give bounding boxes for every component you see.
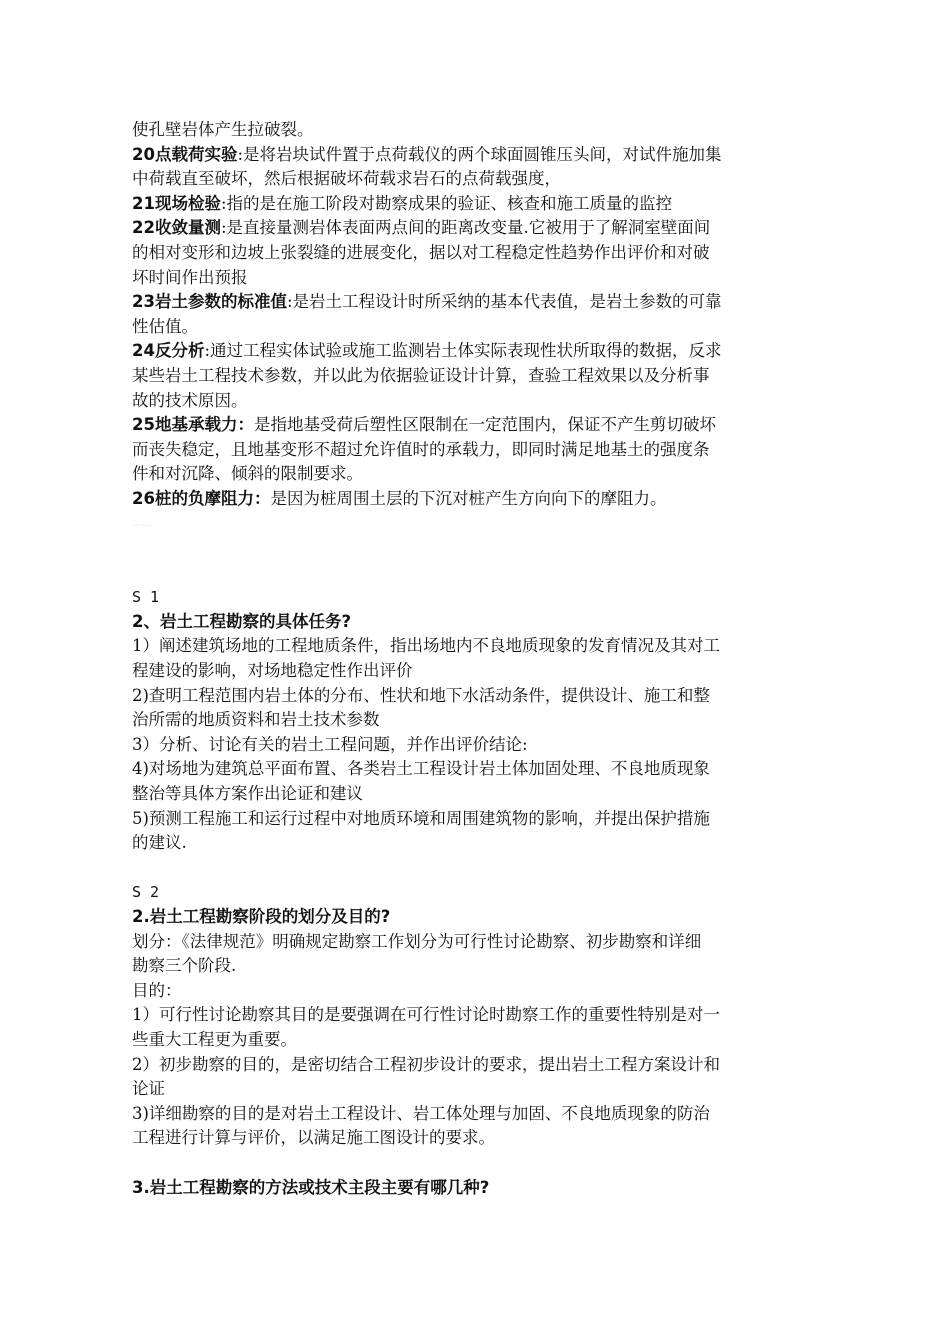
text-line: 4)对场地为建筑总平面布置、各类岩土工程设计岩土体加固处理、不良地质现象 [132, 759, 710, 779]
faint-mark: …… [132, 517, 152, 529]
definition-24 [132, 339, 822, 364]
text-line: 勘察三个阶段. [132, 956, 237, 976]
text-line: 2)查明工程范围内岩土体的分布、性状和地下水活动条件，提供设计、施工和整 [132, 685, 710, 705]
text-line: 目的： [132, 980, 182, 1000]
text-line: 论证 [132, 1079, 165, 1099]
definition-text: :是直接量测岩体表面两点间的距离改变量.它被用于了解洞室壁面间 [220, 218, 711, 238]
text-line: 1）阐述建筑场地的工程地质条件，指出场地内不良地质现象的发育情况及其对工 [132, 636, 720, 656]
text-line: 而丧失稳定，且地基变形不超过允许值时的承载力，即同时满足地基土的强度条 [132, 439, 710, 459]
s2-answer [132, 930, 822, 1151]
term-26: 26桩的负摩阻力： [132, 488, 271, 508]
section-label-s1: S 1 [132, 588, 160, 607]
s1-answer [132, 634, 822, 855]
text-line: 治所需的地质资料和岩土技术参数 [132, 710, 380, 730]
definition-23 [132, 290, 822, 315]
text-line: 3)详细勘察的目的是对岩土工程设计、岩工体处理与加固、不良地质现象的防治 [132, 1103, 710, 1123]
text-line: 5)预测工程施工和运行过程中对地质环境和周围建筑物的影响，并提出保护措施 [132, 808, 710, 828]
term-23: 23岩土参数的标准值 [132, 292, 287, 312]
text-line: 的建议. [132, 833, 187, 853]
definition-text: :通过工程实体试验或施工监测岩土体实际表现性状所取得的数据，反求 [204, 341, 722, 361]
text-line: 划分：《法律规范》明确规定勘察工作划分为可行性讨论勘察、初步勘察和详细 [132, 931, 702, 951]
definition-text: 是因为桩周围土层的下沉对桩产生方向向下的摩阻力。 [270, 488, 667, 508]
text-line: 些重大工程更为重要。 [132, 1029, 297, 1049]
text-line: 2）初步勘察的目的，是密切结合工程初步设计的要求，提出岩土工程方案设计和 [132, 1054, 720, 1074]
definition-25 [132, 413, 822, 438]
definition-20 [132, 143, 822, 168]
term-22: 22收敛量测 [132, 218, 221, 238]
definition-21 [132, 192, 822, 217]
text-line: 使孔壁岩体产生拉破裂。 [132, 120, 314, 139]
text-line: 整治等具体方案作出论证和建议 [132, 784, 363, 804]
text-line: 1）可行性讨论勘察其目的是要强调在可行性讨论时勘察工作的重要性特别是对一 [132, 1005, 720, 1025]
term-21: 21现场检验 [132, 193, 221, 213]
term-24: 24反分析 [132, 341, 205, 361]
text-line: 故的技术原因。 [132, 390, 248, 410]
text-line: 坏时间作出预报 [132, 267, 248, 287]
question-heading: 2、岩土工程勘察的具体任务? [132, 611, 352, 631]
definition-22 [132, 216, 822, 241]
term-20: 20点载荷实验 [132, 144, 238, 164]
definition-text: 是指地基受荷后塑性区限制在一定范围内，保证不产生剪切破坏 [253, 415, 716, 435]
term-25: 25地基承载力： [132, 415, 254, 435]
definition-26 [132, 487, 822, 512]
section-label-s2: S 2 [132, 883, 160, 902]
question-heading: 3.岩土工程勘察的方法或技术主段主要有哪几种? [132, 1177, 490, 1197]
definition-text: :是将岩块试件置于点荷载仪的两个球面圆锥压头间，对试件施加集 [237, 144, 722, 164]
text-line: 3）分析、讨论有关的岩土工程问题，并作出评价结论: [132, 734, 528, 754]
question-heading: 2.岩土工程勘察阶段的划分及目的? [132, 907, 391, 926]
text-line: 程建设的影响，对场地稳定性作出评价 [132, 661, 413, 681]
document-page [132, 118, 822, 1200]
text-line: 中荷载直至破坏，然后根据破坏荷载求岩石的点荷载强度， [132, 169, 561, 189]
text-line: 某些岩土工程技术参数，并以此为依据验证设计计算，查验工程效果以及分析事 [132, 365, 710, 385]
text-line: 件和对沉降、倾斜的限制要求。 [132, 464, 363, 484]
definition-text: :是岩土工程设计时所采纳的基本代表值，是岩土参数的可靠 [286, 292, 722, 312]
text-line: 性估值。 [132, 316, 198, 336]
text-line: 工程进行计算与评价，以满足施工图设计的要求。 [132, 1128, 495, 1148]
text-line: 的相对变形和边坡上张裂缝的进展变化，据以对工程稳定性趋势作出评价和对破 [132, 242, 710, 262]
definition-text: :指的是在施工阶段对勘察成果的验证、核查和施工质量的监控 [220, 193, 673, 213]
